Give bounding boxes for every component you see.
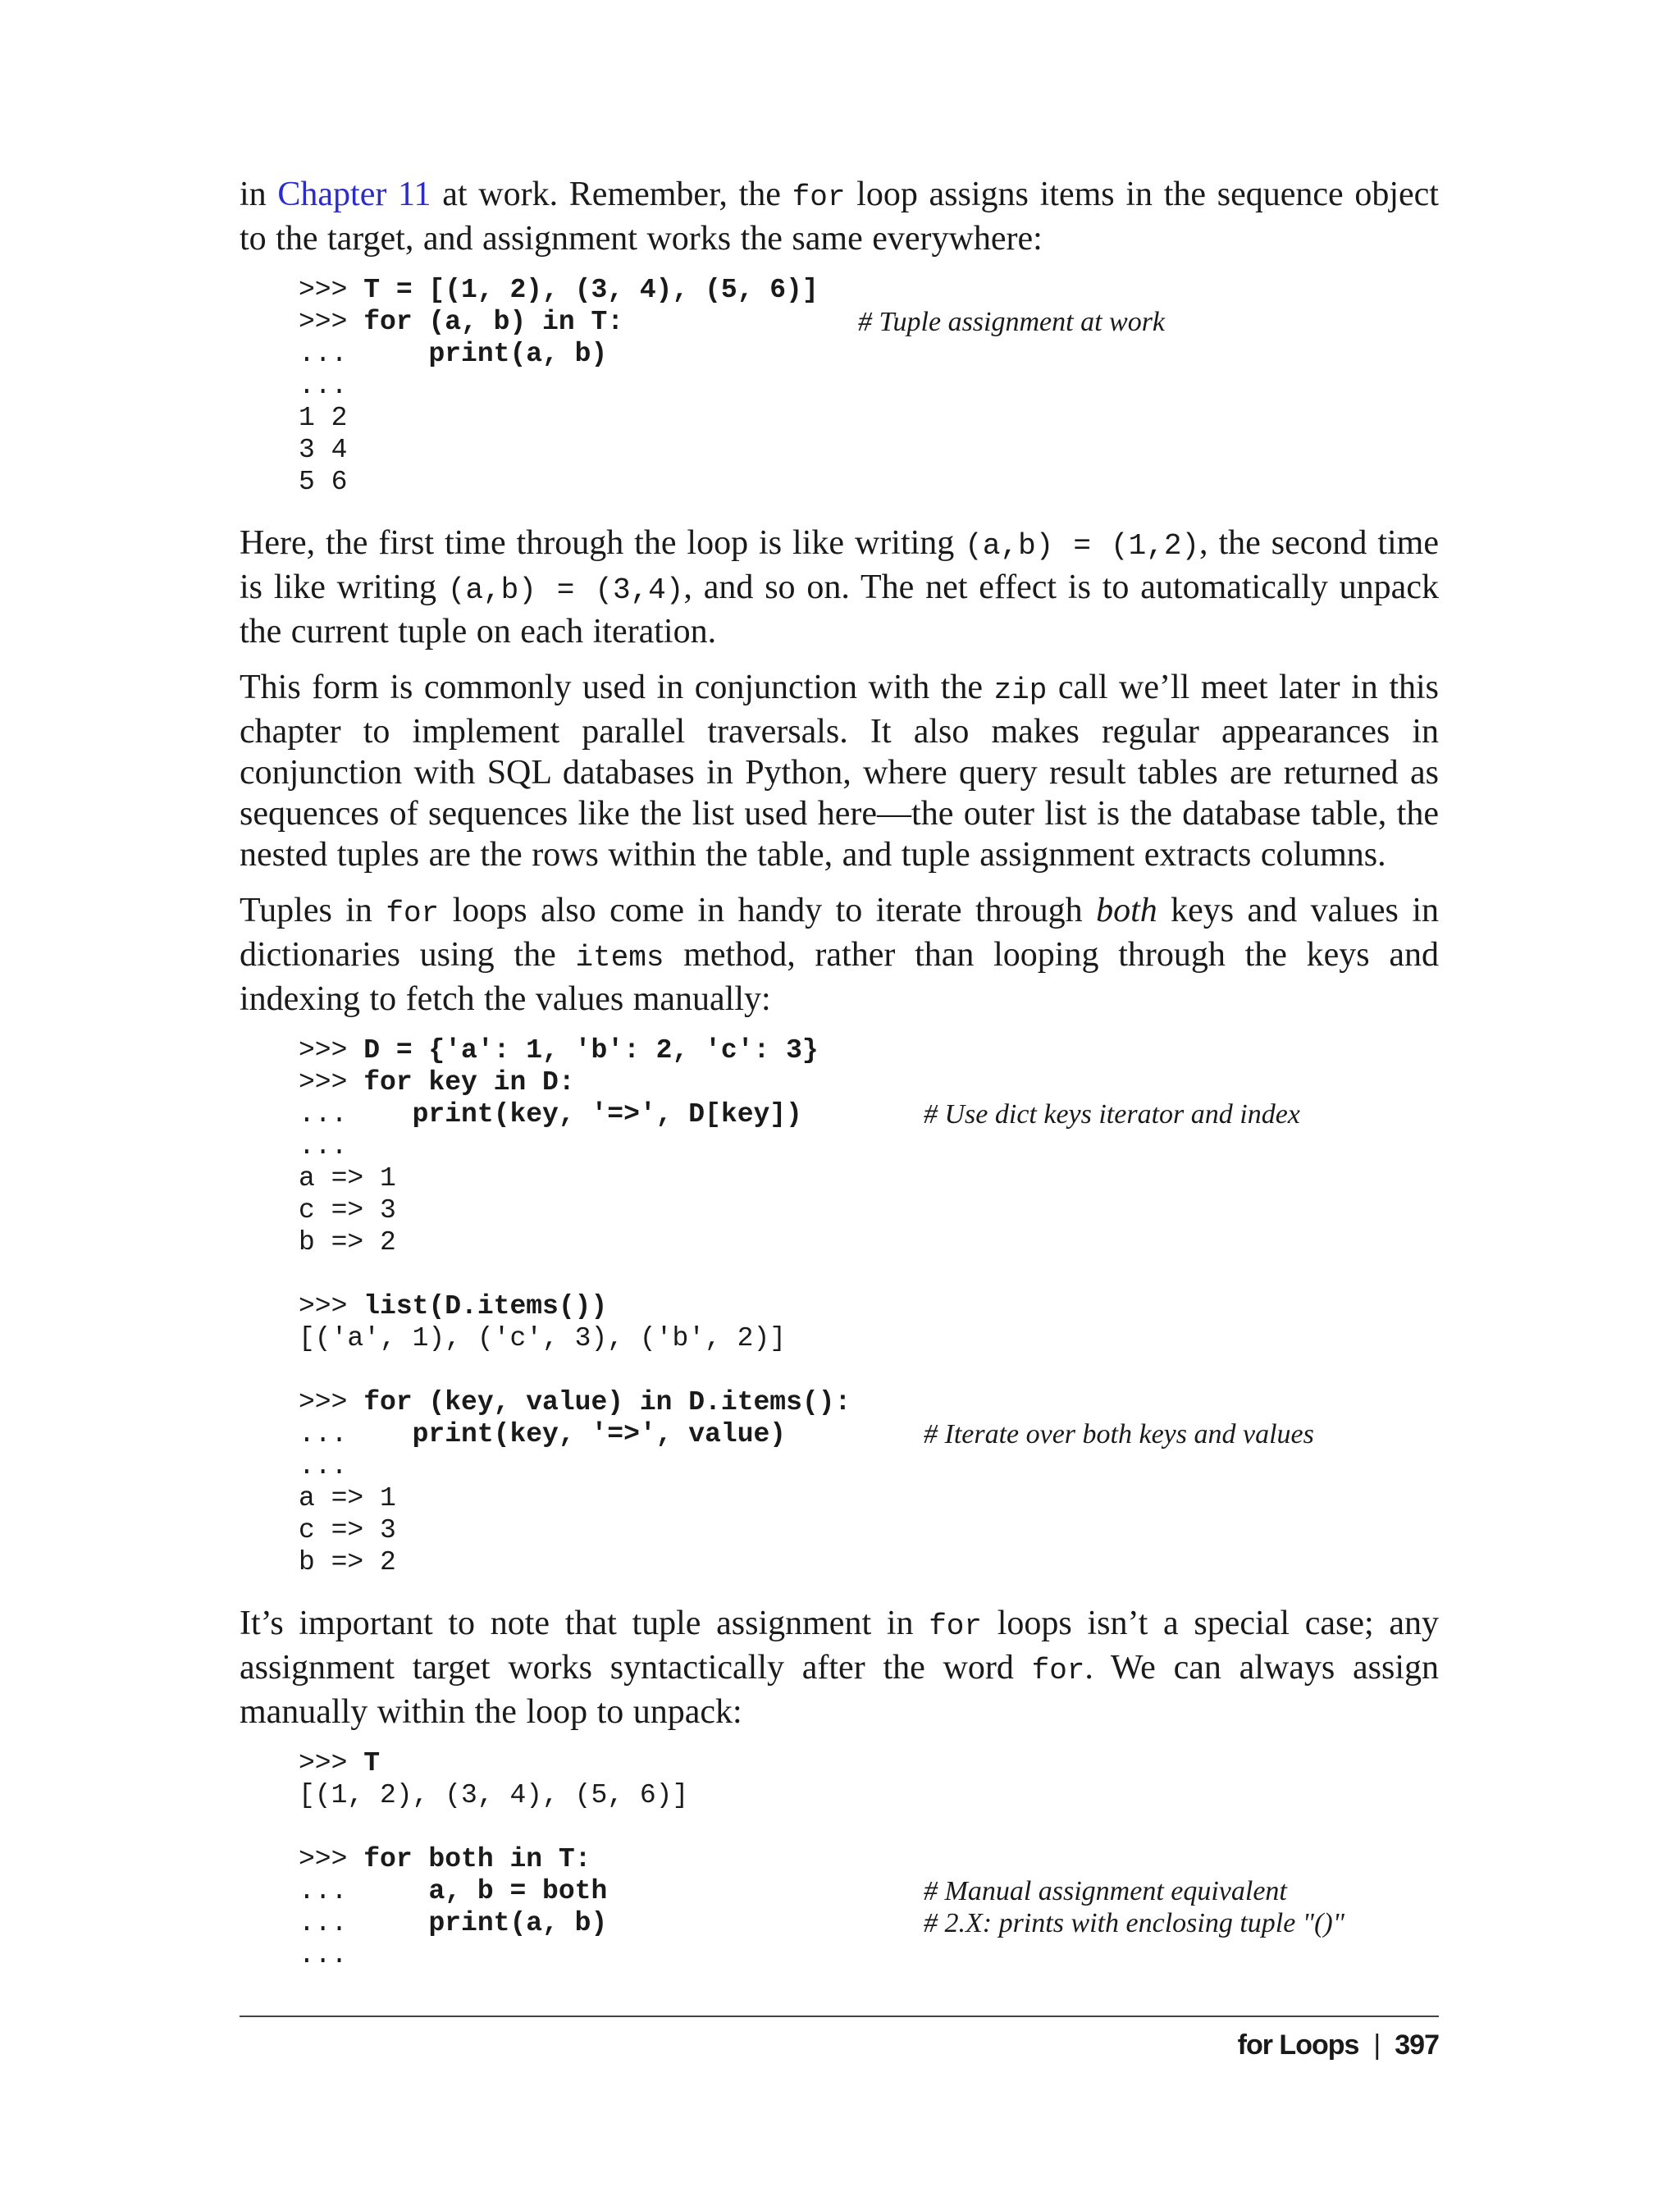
code-line [299, 1546, 1439, 1578]
code-line [299, 1162, 1439, 1194]
code-blank-line [299, 1258, 1439, 1290]
inline-code: (a,b) = (3,4) [447, 573, 684, 607]
code-line [299, 1098, 1439, 1130]
code-blank-line [299, 1354, 1439, 1386]
code-blank-line [299, 1811, 1439, 1843]
code-input: D = {'a': 1, 'b': 2, 'c': 3} [363, 1035, 819, 1066]
paragraph-zip [240, 667, 1439, 875]
code-line [299, 1290, 1439, 1322]
text-span: Here, the first time through the loop is like writing [240, 524, 966, 562]
text-span: , and so on. The net effect is to automatically unpack the current tuple on each iteration. [240, 568, 1439, 651]
code-prompt: >>> [299, 1067, 364, 1098]
code-line [299, 1194, 1439, 1226]
code-line [299, 1066, 1439, 1098]
code-output: ... [299, 1940, 348, 1970]
code-line [299, 1322, 1439, 1354]
code-prompt: >>> [299, 1748, 364, 1778]
code-prompt: ... [299, 1908, 429, 1938]
code-input: print(key, '=>', value) [412, 1419, 787, 1449]
text-span: It’s important to note that tuple assignment in [240, 1605, 929, 1642]
code-output: c => 3 [299, 1195, 396, 1226]
code-input: a, b = both [428, 1876, 608, 1906]
code-prompt: >>> [299, 307, 364, 337]
code-line [299, 274, 1439, 306]
code-input: print(key, '=>', D[key]) [412, 1099, 802, 1130]
code-input: T [363, 1748, 381, 1778]
code-line [299, 338, 1439, 370]
paragraph-intro [240, 174, 1439, 259]
code-prompt: ... [299, 339, 429, 369]
code-line [299, 1939, 1439, 1971]
code-prompt: ... [299, 1419, 413, 1449]
code-line [299, 402, 1439, 434]
code-input: for both in T: [363, 1844, 591, 1874]
code-line [299, 1907, 1439, 1939]
code-output: 5 6 [299, 467, 348, 497]
text-span: at work. Remember, the [431, 176, 792, 213]
code-line [299, 466, 1439, 498]
code-output: a => 1 [299, 1163, 396, 1194]
code-output: [('a', 1), ('c', 3), ('b', 2)] [299, 1323, 787, 1354]
page-number: 397 [1395, 2029, 1439, 2061]
text-span: loops also come in handy to iterate through [439, 892, 1097, 929]
code-prompt: >>> [299, 1291, 364, 1322]
code-block-manual-unpack [299, 1747, 1439, 1971]
code-comment: # Iterate over both keys and values [924, 1419, 1314, 1449]
text-span: loop assigns items in the sequence object to the target, and assignment works the same everywhere: [240, 176, 1439, 258]
code-line [299, 434, 1439, 466]
text-span: call we’ll meet later in this chapter to implement parallel traversals. It also makes regular appearances in conjunction with SQL databases in Python, where query result tables are returned as sequences of sequences like the list used here—the outer list is the database table, the nested tuples are the rows within the table, and tuple assignment extracts columns. [240, 669, 1440, 874]
paragraph-dict-items [240, 890, 1439, 1020]
code-line [299, 370, 1439, 402]
paragraph-assignment-target [240, 1603, 1439, 1732]
code-prompt: >>> [299, 1035, 364, 1066]
code-block-tuple-loop [299, 274, 1439, 498]
code-prompt: ... [299, 1099, 413, 1130]
code-comment: # Use dict keys iterator and index [924, 1099, 1300, 1130]
code-line [299, 306, 1439, 338]
inline-code: (a,b) = (1,2) [965, 529, 1200, 563]
chapter-link[interactable]: Chapter 11 [277, 176, 431, 213]
text-span: loops isn’t a special case; any assignment target works syntactically after the word [240, 1605, 1439, 1687]
code-prompt: >>> [299, 275, 364, 305]
code-output: b => 2 [299, 1227, 396, 1258]
code-line [299, 1514, 1439, 1546]
code-comment: # Manual assignment equivalent [924, 1876, 1287, 1906]
footer-divider [240, 2016, 1439, 2017]
page-footer [1238, 2029, 1439, 2061]
code-prompt: >>> [299, 1844, 364, 1874]
code-line [299, 1875, 1439, 1907]
code-line [299, 1130, 1439, 1162]
text-span: method, rather than looping through the keys and indexing to fetch the values manually: [240, 936, 1439, 1018]
inline-code: for [792, 180, 846, 214]
code-input: T = [(1, 2), (3, 4), (5, 6)] [363, 275, 819, 305]
code-comment: # 2.X: prints with enclosing tuple "()" [924, 1908, 1345, 1938]
code-output: 3 4 [299, 435, 348, 465]
footer-section-title: for Loops [1237, 2029, 1359, 2061]
text-span: , the second time is like writing [240, 524, 1439, 606]
code-input: print(a, b) [428, 1908, 608, 1938]
emphasis: both [1096, 892, 1157, 929]
text-span: in [240, 176, 278, 213]
inline-code: for [386, 897, 440, 930]
page-content [240, 174, 1439, 1996]
code-output: [(1, 2), (3, 4), (5, 6)] [299, 1780, 689, 1810]
footer-separator: | [1373, 2029, 1381, 2061]
code-prompt: >>> [299, 1387, 364, 1418]
code-line [299, 1034, 1439, 1066]
inline-code: for [929, 1609, 983, 1643]
code-output: c => 3 [299, 1515, 396, 1545]
text-span: . We can always assign manually within the loop to unpack: [240, 1649, 1439, 1731]
inline-code: zip [993, 673, 1048, 707]
code-output: ... [299, 1131, 348, 1162]
code-output: ... [299, 1451, 348, 1481]
code-output: a => 1 [299, 1483, 396, 1513]
code-line [299, 1843, 1439, 1875]
code-line [299, 1418, 1439, 1450]
text-span: Tuples in [240, 892, 386, 929]
inline-code: items [575, 941, 664, 975]
code-block-dict [299, 1034, 1439, 1578]
code-input: for key in D: [363, 1067, 575, 1098]
paragraph-explanation [240, 523, 1439, 652]
code-input: for (key, value) in D.items(): [363, 1387, 851, 1418]
code-prompt: ... [299, 1876, 429, 1906]
code-output: 1 2 [299, 403, 348, 433]
text-span: keys and values in dictionaries using the [240, 892, 1439, 974]
code-input: for (a, b) in T: [363, 307, 624, 337]
code-line [299, 1450, 1439, 1482]
code-output: ... [299, 371, 348, 401]
code-input: print(a, b) [428, 339, 608, 369]
inline-code: for [1031, 1654, 1085, 1687]
text-span: This form is commonly used in conjunction with the [240, 669, 994, 706]
code-comment: # Tuple assignment at work [858, 307, 1166, 337]
code-line [299, 1779, 1439, 1811]
code-input: list(D.items()) [363, 1291, 608, 1322]
code-output: b => 2 [299, 1547, 396, 1577]
code-line [299, 1386, 1439, 1418]
code-line [299, 1482, 1439, 1514]
code-line [299, 1226, 1439, 1258]
code-line [299, 1747, 1439, 1779]
